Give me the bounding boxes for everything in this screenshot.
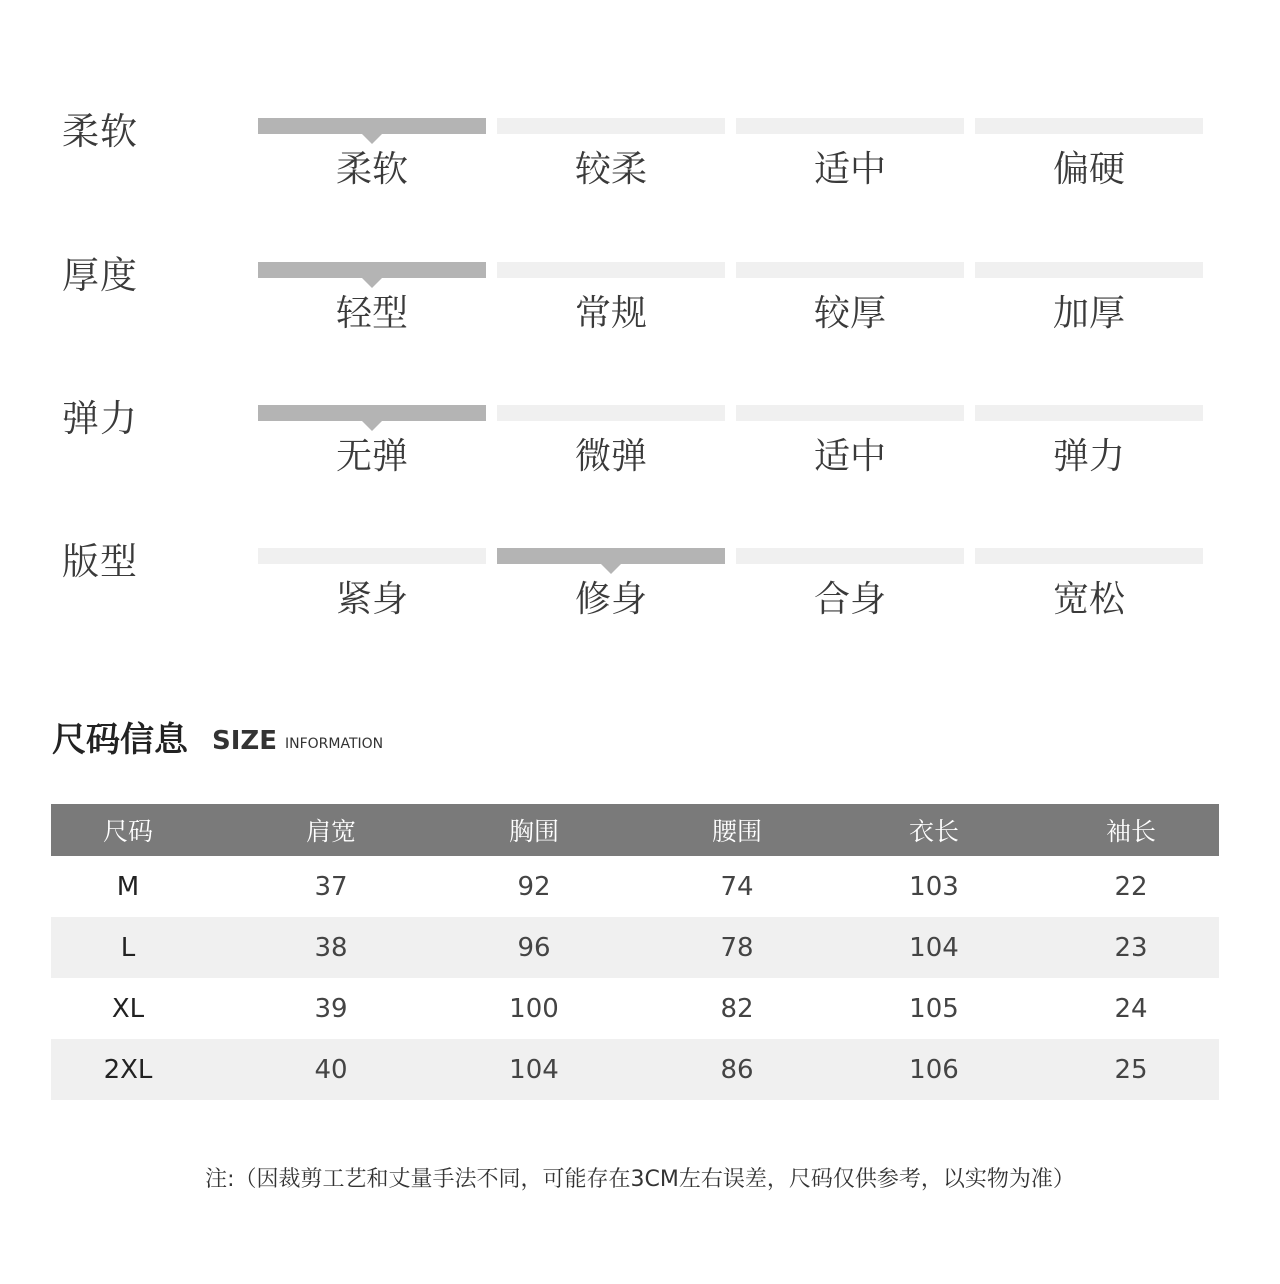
scale-option-label: 无弹 [335, 436, 408, 477]
header-cell: 尺码 [102, 817, 153, 846]
scale-segment [736, 118, 964, 134]
table-row [51, 1039, 1219, 1100]
scale-option-label: 弹力 [1052, 436, 1125, 477]
size-label-cell: L [120, 932, 136, 963]
measurement-cell: 100 [509, 993, 559, 1024]
measurement-cell: 23 [1114, 932, 1148, 963]
table-header [51, 804, 1219, 856]
scale-segment [975, 548, 1203, 564]
measurement-cell: 40 [314, 1054, 348, 1085]
measurement-cell: 82 [720, 993, 754, 1024]
measurement-cell: 106 [909, 1054, 959, 1085]
measurement-cell: 105 [909, 993, 959, 1024]
attribute-name: 弹力 [62, 397, 138, 440]
scale-option-label: 常规 [574, 293, 647, 334]
scale-segment [497, 405, 725, 421]
scale-option-label: 较厚 [813, 293, 886, 334]
header-cell: 肩宽 [305, 817, 356, 846]
attribute-row [0, 397, 1280, 507]
scale-option-label: 适中 [813, 436, 886, 477]
measurement-cell: 104 [509, 1054, 559, 1085]
scale-option-label: 宽松 [1052, 579, 1125, 620]
attribute-row [0, 254, 1280, 364]
scale-option-label: 微弹 [574, 436, 647, 477]
measurement-note: 注:（因裁剪工艺和丈量手法不同，可能存在3CM左右误差，尺码仅供参考，以实物为准） [205, 1167, 1075, 1192]
measurement-cell: 38 [314, 932, 348, 963]
scale-segment-active [497, 548, 725, 564]
attribute-name: 柔软 [62, 110, 138, 153]
size-label-cell: XL [111, 993, 145, 1024]
attribute-row [0, 110, 1280, 220]
size-title-en-small: INFORMATION [285, 736, 384, 752]
scale-option-label: 修身 [574, 579, 647, 620]
header-cell: 袖长 [1105, 817, 1156, 846]
scale-segment-active [258, 118, 486, 134]
scale-segment [497, 118, 725, 134]
scale-segment-active [258, 262, 486, 278]
scale-option-label: 合身 [813, 579, 886, 620]
scale-segment [736, 548, 964, 564]
scale-option-label: 紧身 [335, 579, 408, 620]
scale-segment [258, 548, 486, 564]
measurement-cell: 96 [517, 932, 551, 963]
measurement-cell: 78 [720, 932, 754, 963]
measurement-cell: 92 [517, 871, 551, 902]
size-table [51, 804, 1219, 1100]
scale-option-label: 柔软 [335, 149, 408, 190]
measurement-cell: 74 [720, 871, 754, 902]
table-row [51, 856, 1219, 917]
scale-option-label: 适中 [813, 149, 886, 190]
scale-segment [736, 262, 964, 278]
scale-segment [497, 262, 725, 278]
attribute-name: 厚度 [62, 254, 138, 297]
scale-segment [975, 262, 1203, 278]
scale-option-label: 偏硬 [1052, 149, 1125, 190]
measurement-cell: 24 [1114, 993, 1148, 1024]
table-row [51, 978, 1219, 1039]
measurement-cell: 103 [909, 871, 959, 902]
size-label-cell: M [116, 871, 140, 902]
attribute-name: 版型 [62, 540, 138, 583]
measurement-cell: 104 [909, 932, 959, 963]
header-cell: 衣长 [908, 817, 959, 846]
table-row [51, 917, 1219, 978]
attribute-row [0, 540, 1280, 650]
measurement-cell: 22 [1114, 871, 1148, 902]
measurement-cell: 25 [1114, 1054, 1148, 1085]
scale-segment [975, 405, 1203, 421]
header-cell: 腰围 [711, 817, 762, 846]
scale-segment [975, 118, 1203, 134]
scale-option-label: 较柔 [574, 149, 647, 190]
measurement-cell: 86 [720, 1054, 754, 1085]
scale-segment-active [258, 405, 486, 421]
scale-option-label: 轻型 [335, 293, 408, 334]
header-cell: 胸围 [508, 817, 559, 846]
measurement-cell: 37 [314, 871, 348, 902]
size-title-en: SIZE [212, 726, 278, 756]
size-label-cell: 2XL [103, 1054, 153, 1085]
size-title-cn: 尺码信息 [52, 720, 188, 760]
scale-option-label: 加厚 [1052, 293, 1125, 334]
scale-segment [736, 405, 964, 421]
measurement-cell: 39 [314, 993, 348, 1024]
